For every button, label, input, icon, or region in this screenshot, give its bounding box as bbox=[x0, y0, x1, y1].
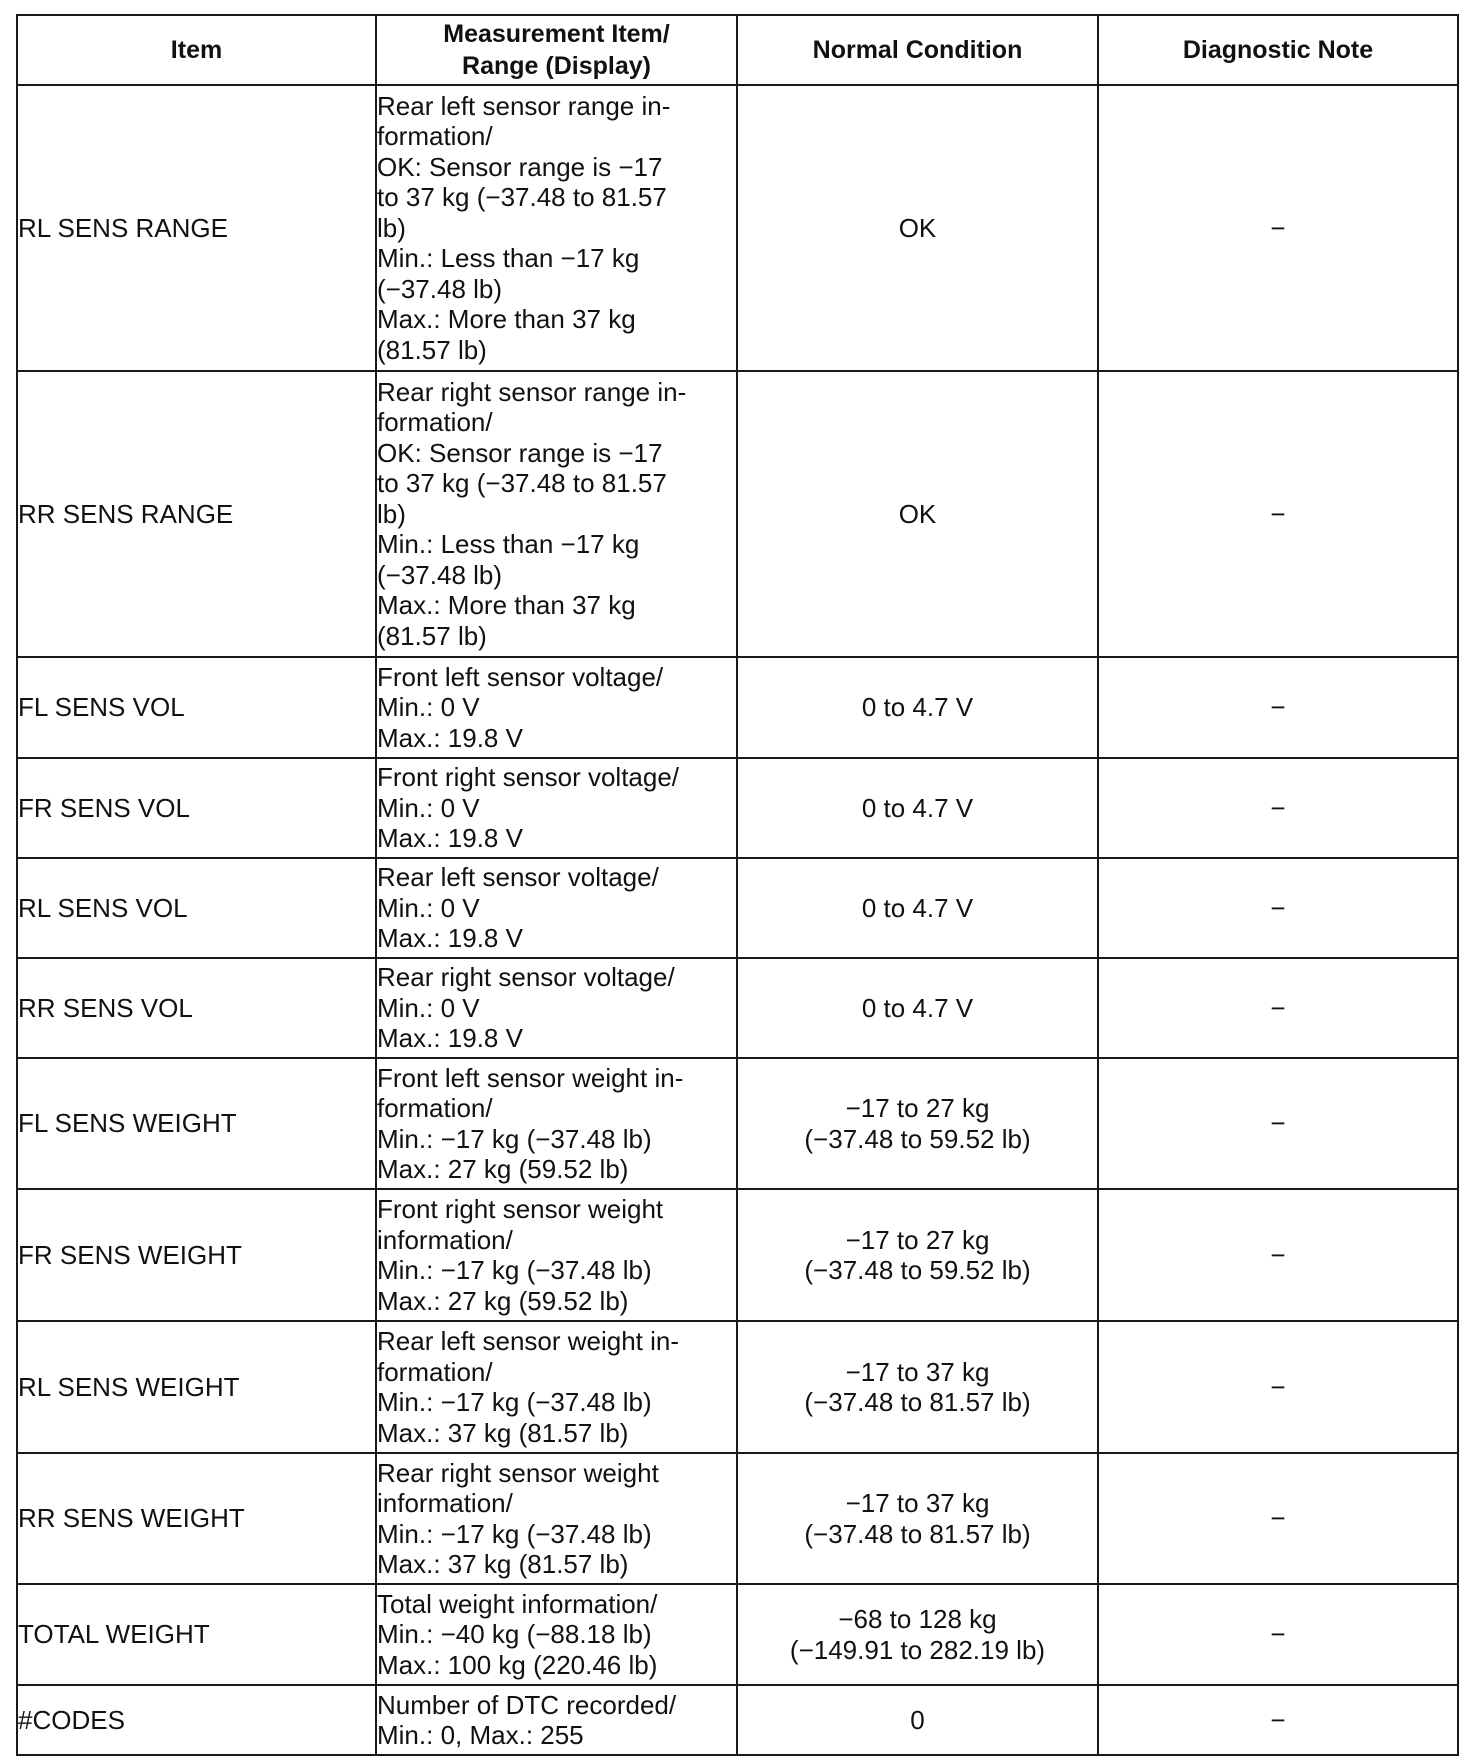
row-measurement: Front right sensor weight information/ Min.: −17 kg (−37.48 lb) Max.: 27 kg (59.52 lb) bbox=[376, 1189, 737, 1321]
row-diagnostic-note: − bbox=[1098, 85, 1458, 371]
row-normal-condition: 0 to 4.7 V bbox=[737, 758, 1098, 858]
row-measurement: Rear left sensor range in- formation/ OK: Sensor range is −17 to 37 kg (−37.48 to 81.57 lb) Min.: Less than −17 kg (−37.48 lb) Max.: More than 37 kg (81.57 lb) bbox=[376, 85, 737, 371]
row-diagnostic-note: − bbox=[1098, 1321, 1458, 1453]
row-diagnostic-note: − bbox=[1098, 958, 1458, 1058]
table-row bbox=[17, 1584, 1458, 1685]
header-diagnostic-note: Diagnostic Note bbox=[1098, 15, 1458, 85]
row-item: RR SENS VOL bbox=[17, 958, 376, 1058]
row-diagnostic-note: − bbox=[1098, 1584, 1458, 1685]
row-diagnostic-note: − bbox=[1098, 1058, 1458, 1189]
row-measurement: Rear right sensor voltage/ Min.: 0 V Max.: 19.8 V bbox=[376, 958, 737, 1058]
table-row bbox=[17, 657, 1458, 758]
table-row bbox=[17, 1189, 1458, 1321]
header-row bbox=[17, 15, 1458, 85]
row-item: RL SENS WEIGHT bbox=[17, 1321, 376, 1453]
row-measurement: Number of DTC recorded/ Min.: 0, Max.: 255 bbox=[376, 1685, 737, 1755]
row-item: FL SENS VOL bbox=[17, 657, 376, 758]
row-measurement: Front left sensor voltage/ Min.: 0 V Max.: 19.8 V bbox=[376, 657, 737, 758]
row-diagnostic-note: − bbox=[1098, 758, 1458, 858]
row-normal-condition: 0 to 4.7 V bbox=[737, 657, 1098, 758]
row-item: FR SENS VOL bbox=[17, 758, 376, 858]
row-measurement: Total weight information/ Min.: −40 kg (−88.18 lb) Max.: 100 kg (220.46 lb) bbox=[376, 1584, 737, 1685]
row-measurement: Rear right sensor range in- formation/ OK: Sensor range is −17 to 37 kg (−37.48 to 81.57 lb) Min.: Less than −17 kg (−37.48 lb) Max.: More than 37 kg (81.57 lb) bbox=[376, 371, 737, 657]
row-item: TOTAL WEIGHT bbox=[17, 1584, 376, 1685]
row-normal-condition: OK bbox=[737, 85, 1098, 371]
row-diagnostic-note: − bbox=[1098, 371, 1458, 657]
row-diagnostic-note: − bbox=[1098, 1685, 1458, 1755]
header-measurement: Measurement Item/ Range (Display) bbox=[376, 15, 737, 85]
row-diagnostic-note: − bbox=[1098, 657, 1458, 758]
row-normal-condition: −17 to 27 kg (−37.48 to 59.52 lb) bbox=[737, 1058, 1098, 1189]
row-normal-condition: 0 bbox=[737, 1685, 1098, 1755]
table-row bbox=[17, 1321, 1458, 1453]
row-measurement: Front left sensor weight in- formation/ Min.: −17 kg (−37.48 lb) Max.: 27 kg (59.52 lb) bbox=[376, 1058, 737, 1189]
table-row bbox=[17, 1453, 1458, 1584]
row-normal-condition: 0 to 4.7 V bbox=[737, 958, 1098, 1058]
row-item: #CODES bbox=[17, 1685, 376, 1755]
table-row bbox=[17, 858, 1458, 958]
row-normal-condition: −17 to 27 kg (−37.48 to 59.52 lb) bbox=[737, 1189, 1098, 1321]
row-normal-condition: −17 to 37 kg (−37.48 to 81.57 lb) bbox=[737, 1321, 1098, 1453]
row-normal-condition: 0 to 4.7 V bbox=[737, 858, 1098, 958]
row-measurement: Rear left sensor weight in- formation/ Min.: −17 kg (−37.48 lb) Max.: 37 kg (81.57 lb) bbox=[376, 1321, 737, 1453]
row-measurement: Rear left sensor voltage/ Min.: 0 V Max.: 19.8 V bbox=[376, 858, 737, 958]
row-measurement: Rear right sensor weight information/ Min.: −17 kg (−37.48 lb) Max.: 37 kg (81.57 lb) bbox=[376, 1453, 737, 1584]
table-row bbox=[17, 1058, 1458, 1189]
data-list-table bbox=[16, 14, 1459, 1756]
row-diagnostic-note: − bbox=[1098, 1189, 1458, 1321]
table-row bbox=[17, 758, 1458, 858]
header-normal-condition: Normal Condition bbox=[737, 15, 1098, 85]
row-item: FR SENS WEIGHT bbox=[17, 1189, 376, 1321]
row-item: RL SENS RANGE bbox=[17, 85, 376, 371]
row-normal-condition: −68 to 128 kg (−149.91 to 282.19 lb) bbox=[737, 1584, 1098, 1685]
row-diagnostic-note: − bbox=[1098, 1453, 1458, 1584]
row-normal-condition: −17 to 37 kg (−37.48 to 81.57 lb) bbox=[737, 1453, 1098, 1584]
row-diagnostic-note: − bbox=[1098, 858, 1458, 958]
table-row bbox=[17, 85, 1458, 371]
row-item: FL SENS WEIGHT bbox=[17, 1058, 376, 1189]
table-row bbox=[17, 371, 1458, 657]
row-measurement: Front right sensor voltage/ Min.: 0 V Max.: 19.8 V bbox=[376, 758, 737, 858]
header-item: Item bbox=[17, 15, 376, 85]
table-row bbox=[17, 1685, 1458, 1755]
row-item: RR SENS RANGE bbox=[17, 371, 376, 657]
row-item: RR SENS WEIGHT bbox=[17, 1453, 376, 1584]
row-item: RL SENS VOL bbox=[17, 858, 376, 958]
table-row bbox=[17, 958, 1458, 1058]
row-normal-condition: OK bbox=[737, 371, 1098, 657]
